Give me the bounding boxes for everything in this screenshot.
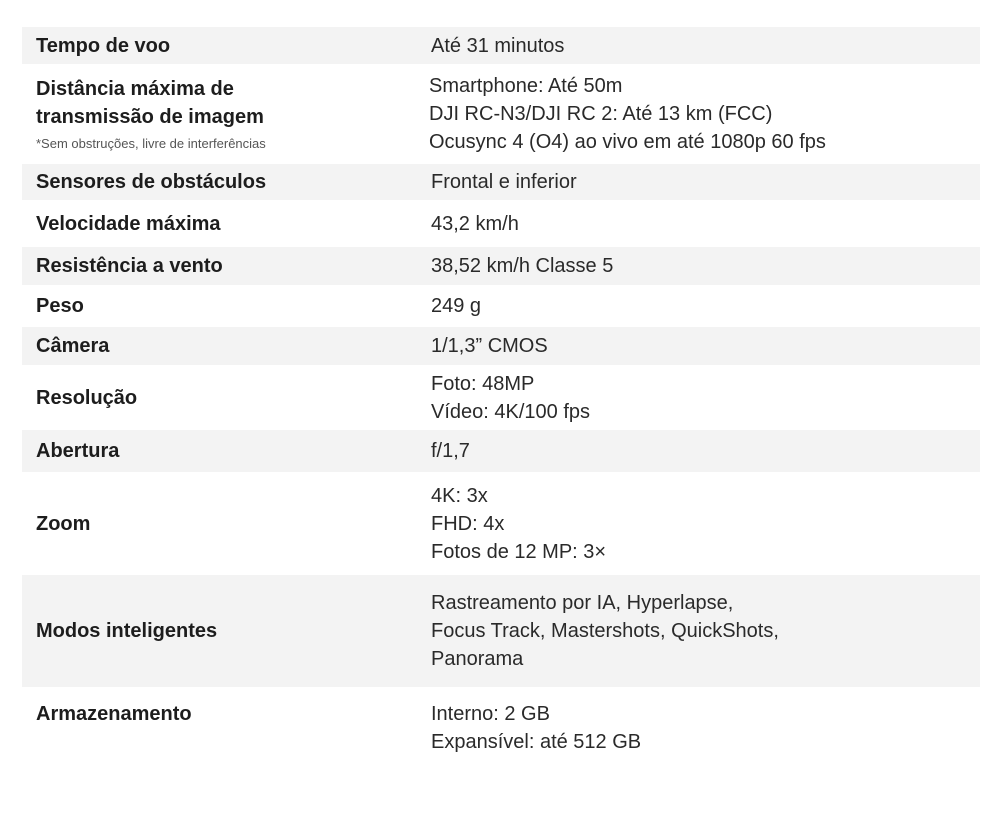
spec-footnote: *Sem obstruções, livre de interferências [36, 136, 266, 151]
spec-table [22, 27, 980, 769]
spec-label: Tempo de voo [36, 34, 171, 57]
spec-value-line: FHD: 4x [431, 512, 505, 535]
spec-value-cell [415, 32, 980, 60]
spec-value-line: f/1,7 [431, 440, 470, 462]
spec-label: Distância máxima de transmissão de imagem [36, 78, 264, 128]
spec-value-cell [415, 292, 980, 320]
spec-row-weight [22, 285, 980, 327]
spec-label: Abertura [36, 440, 120, 462]
spec-value-line: 43,2 km/h [431, 212, 519, 235]
spec-label: Velocidade máxima [36, 212, 221, 235]
spec-value-line: Vídeo: 4K/100 fps [431, 400, 591, 423]
spec-label-cell [22, 617, 415, 645]
spec-row-transmission-range [22, 64, 980, 164]
spec-value-line: 1/1,3” CMOS [431, 335, 548, 357]
spec-value-line: Até 31 minutos [431, 34, 565, 57]
spec-value-line: Smartphone: Até 50m [429, 75, 623, 97]
spec-value-line: Ocusync 4 (O4) ao vivo em até 1080p 60 fps [429, 131, 826, 153]
spec-label-cell [22, 75, 415, 153]
spec-label: Armazenamento [36, 703, 192, 725]
spec-value-cell [415, 72, 980, 156]
spec-label-cell [22, 332, 415, 360]
spec-row-flight-time [22, 27, 980, 64]
spec-label-cell [22, 510, 415, 538]
spec-label-cell [22, 292, 415, 320]
spec-label-cell [22, 32, 415, 60]
spec-value-line: Foto: 48MP [431, 372, 535, 395]
spec-row-resolution [22, 365, 980, 430]
spec-label-cell [22, 210, 415, 238]
spec-row-zoom [22, 472, 980, 575]
spec-value-cell [415, 332, 980, 360]
spec-value-cell [415, 168, 980, 196]
spec-value-cell [415, 370, 980, 426]
spec-label-cell [22, 252, 415, 280]
spec-label-cell [22, 437, 415, 465]
spec-value-line: Frontal e inferior [431, 171, 577, 193]
spec-label-cell [22, 384, 415, 412]
spec-value-line: Expansível: até 512 GB [431, 731, 642, 753]
spec-row-max-speed [22, 200, 980, 247]
spec-row-intelligent-modes [22, 575, 980, 687]
spec-row-storage [22, 687, 980, 769]
spec-value-line: 4K: 3x [431, 484, 488, 507]
spec-label-cell [22, 168, 415, 196]
spec-label: Modos inteligentes [36, 620, 218, 642]
spec-value-line: 38,52 km/h Classe 5 [431, 255, 614, 277]
spec-value-line: Fotos de 12 MP: 3× [431, 540, 607, 563]
spec-label: Câmera [36, 335, 110, 357]
spec-row-camera [22, 327, 980, 365]
spec-value-cell [415, 482, 980, 566]
spec-value-cell [415, 589, 980, 673]
spec-label: Peso [36, 295, 84, 317]
spec-value-cell [415, 252, 980, 280]
spec-row-aperture [22, 430, 980, 472]
spec-value-line: 249 g [431, 295, 482, 317]
spec-label-cell [22, 700, 415, 728]
spec-value-line: Focus Track, Mastershots, QuickShots, [431, 620, 779, 642]
spec-value-line: Panorama [431, 648, 524, 670]
spec-value-line: Interno: 2 GB [431, 703, 550, 725]
spec-row-obstacle-sensors [22, 164, 980, 200]
spec-value-cell [415, 210, 980, 238]
spec-label: Sensores de obstáculos [36, 171, 267, 193]
spec-label: Resistência a vento [36, 255, 223, 277]
spec-row-wind-resistance [22, 247, 980, 285]
spec-value-cell [415, 700, 980, 756]
spec-value-cell [415, 437, 980, 465]
spec-value-line: DJI RC-N3/DJI RC 2: Até 13 km (FCC) [429, 103, 773, 125]
spec-value-line: Rastreamento por IA, Hyperlapse, [431, 592, 734, 614]
spec-label: Zoom [36, 512, 91, 535]
spec-label: Resolução [36, 386, 138, 409]
